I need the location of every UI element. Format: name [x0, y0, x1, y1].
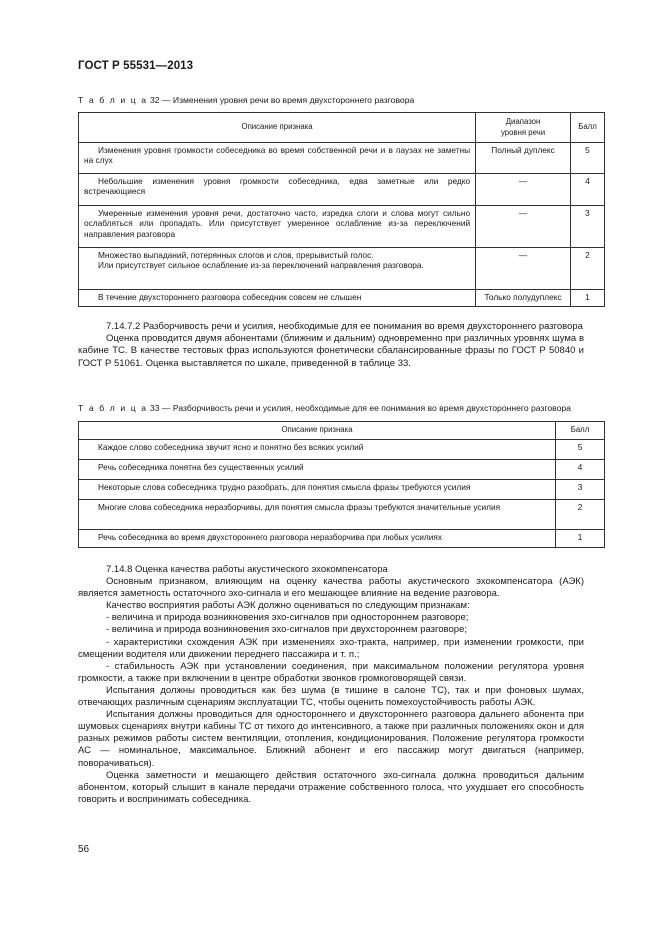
- table-row: [79, 480, 605, 500]
- table32-cell-desc: Изменения уровня громкости собеседника во время собственной речи и в паузах не заметны на слух: [79, 143, 476, 174]
- table32-caption-prefix: Т а б л и ц а: [78, 95, 148, 105]
- paragraph: Испытания должны проводиться для одностороннего и двухстороннего разговора дальнего абонента при шумовых сценариях внутри кабины ТС от тихого до интенсивного, а также при различных положениях окон и для разных режимов работы систем вентиляции, отопления, кондиционирования. Положение регулятора громкости АС — номинальное, максимальное. Ближний абонент и его пассажир могут двигаться (например, поворачиваться).: [78, 709, 584, 769]
- table32-header-range: Диапазон уровня речи: [476, 113, 571, 143]
- table32-caption-text: 32 — Изменения уровня речи во время двухстороннего разговора: [149, 95, 415, 105]
- paragraph: Оценка заметности и мешающего действия остаточного эхо-сигнала должна проводиться дальним абонентом, который слышит в канале передачи отражение собственного голоса, что ухудшает его способность говорить и воспринимать собеседника.: [78, 769, 584, 805]
- table-row: [79, 174, 605, 206]
- table-row: [79, 440, 605, 460]
- table33-caption-text: 33 — Разборчивость речи и усилия, необходимые для ее понимания во время двухстороннего разговора: [149, 403, 571, 413]
- table32-cell-desc: Небольшие изменения уровня громкости собеседника, едва заметные или редко встречающиеся: [79, 174, 476, 206]
- section-7-14-7-2-body: Оценка проводится двумя абонентами (ближним и дальним) одновременно при различных уровнях шума в кабине ТС. В качестве тестовых фраз используются фонетически сбалансированные фразы по ГОСТ Р 50840 и ГОСТ Р 51061. Оценка выставляется по шкале, приведенной в таблице 33.: [78, 333, 584, 369]
- table33-cell-score: 2: [556, 500, 605, 530]
- table32-cell-range: —: [476, 248, 571, 290]
- table-row: [79, 290, 605, 307]
- table-row: [79, 460, 605, 480]
- paragraph: Качество восприятия работы АЭК должно оцениваться по следующим признакам:: [106, 600, 470, 612]
- table33-cell-desc: Речь собеседника понятна без существенных усилий: [79, 460, 556, 480]
- list-item: - характеристики схождения АЭК при изменениях эхо-тракта, например, при изменении громкости, при смещении водителя или движении переднего пассажира и т. п.;: [78, 636, 584, 660]
- table32-cell-desc: [79, 248, 476, 290]
- table33-caption-prefix: Т а б л и ц а: [78, 403, 148, 413]
- table32-cell-desc-line1: Множество выпаданий, потерянных слогов и слов, прерывистый голос.: [98, 250, 374, 260]
- table32-cell-score: 5: [570, 143, 604, 174]
- document-header: ГОСТ Р 55531—2013: [78, 60, 194, 72]
- table-row: [79, 206, 605, 248]
- page-number: 56: [78, 844, 90, 855]
- table33: [78, 421, 605, 548]
- table32-cell-score: 2: [570, 248, 604, 290]
- table32-caption: [78, 95, 414, 105]
- table32-cell-range: Только полудуплекс: [476, 290, 571, 307]
- table33-cell-desc: Многие слова собеседника неразборчивы, для понятия смысла фразы требуются значительные усилия: [79, 500, 556, 530]
- table33-header-description: Описание признака: [79, 422, 556, 440]
- table32-cell-desc-line2: Или присутствует сильное ослабление из-за переключений направления разговора.: [98, 260, 424, 271]
- table32-header-score: Балл: [570, 113, 604, 143]
- table32-cell-score: 4: [570, 174, 604, 206]
- table32-cell-range: —: [476, 206, 571, 248]
- list-item: - величина и природа возникновения эхо-сигналов при двухстороннем разговоре;: [106, 624, 467, 636]
- table33-cell-score: 4: [556, 460, 605, 480]
- paragraph: Основным признаком, влияющим на оценку качества работы акустического эхокомпенсатора (АЭК) является заметность остаточного эхо-сигнала и его мешающее влияние на ведение разговора.: [78, 576, 584, 600]
- table32-cell-range: Полный дуплекс: [476, 143, 571, 174]
- table33-cell-score: 1: [556, 530, 605, 548]
- table32-cell-range: —: [476, 174, 571, 206]
- list-item: - величина и природа возникновения эхо-сигналов при одностороннем разговоре;: [106, 612, 469, 624]
- table33-cell-score: 5: [556, 440, 605, 460]
- section-7-14-7-2-heading: 7.14.7.2 Разборчивость речи и усилия, необходимые для ее понимания во время двухстороннего разговора: [106, 321, 583, 332]
- table-row: [79, 248, 605, 290]
- table-row: [79, 143, 605, 174]
- table33-cell-score: 3: [556, 480, 605, 500]
- section-7-14-8-title: 7.14.8 Оценка качества работы акустического эхокомпенсатора: [106, 564, 388, 575]
- table33-cell-desc: Некоторые слова собеседника трудно разобрать, для понятия смысла фразы требуются усилия: [79, 480, 556, 500]
- table-row: [79, 530, 605, 548]
- table32-cell-score: 3: [570, 206, 604, 248]
- table-row: [79, 500, 605, 530]
- list-item: - стабильность АЭК при установлении соединения, при максимальном положении регулятора уровня громкости, а также при включении в центре обработки звонков громкоговорящей связи.: [78, 660, 584, 684]
- table32: [78, 112, 605, 307]
- table32-cell-desc: В течение двухстороннего разговора собеседник совсем не слышен: [79, 290, 476, 307]
- table32-header-description: Описание признака: [79, 113, 476, 143]
- table32-cell-desc: Умеренные изменения уровня речи, достаточно часто, изредка слоги и слова могут сильно ослабляться или пропадать. Или присутствует умеренное ослабление из-за переключений направления разговора: [79, 206, 476, 248]
- section-7-14-8: [78, 564, 584, 806]
- section-7-14-7-2: [78, 321, 584, 370]
- table33-cell-desc: Речь собеседника во время двухстороннего разговора неразборчива при любых усилиях: [79, 530, 556, 548]
- table33-cell-desc: Каждое слово собеседника звучит ясно и понятно без всяких усилий: [79, 440, 556, 460]
- table33-caption: [78, 403, 571, 413]
- table32-cell-score: 1: [570, 290, 604, 307]
- paragraph: Испытания должны проводиться как без шума (в тишине в салоне ТС), так и при фоновых шумах, отвечающих различным сценариям эксплуатации ТС, чтобы оценить помехоустойчивость работы АЭК.: [78, 684, 584, 709]
- table33-header-score: Балл: [556, 422, 605, 440]
